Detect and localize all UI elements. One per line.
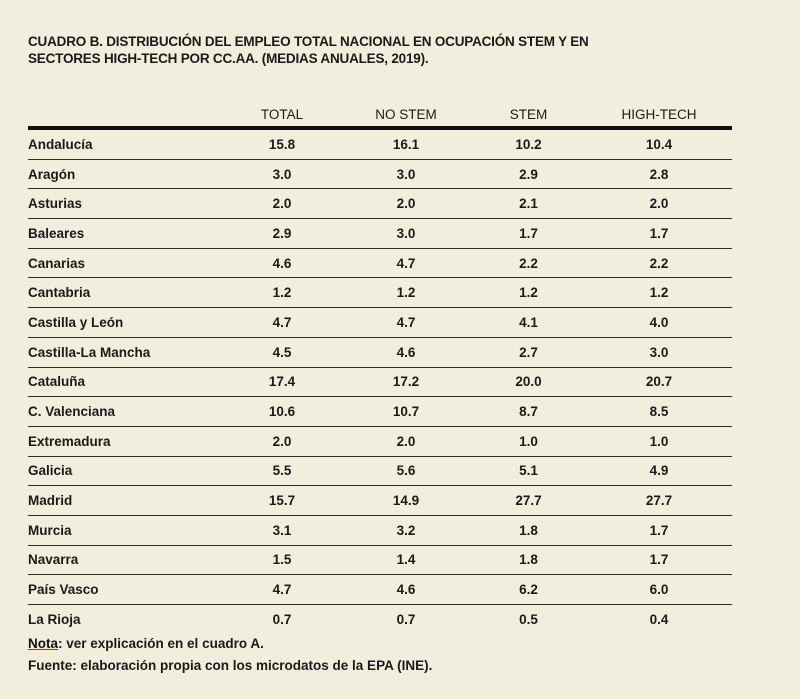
- note-line: [28, 633, 432, 655]
- cell-no-stem: 4.6: [341, 337, 471, 367]
- cell-high-tech: 4.9: [586, 456, 732, 486]
- cell-region: Aragón: [28, 159, 223, 189]
- cell-total: 4.7: [223, 575, 341, 605]
- cell-high-tech: 1.7: [586, 515, 732, 545]
- cell-stem: 1.0: [471, 426, 586, 456]
- cell-high-tech: 1.0: [586, 426, 732, 456]
- cell-stem: 10.2: [471, 128, 586, 159]
- cell-no-stem: 17.2: [341, 367, 471, 397]
- cell-no-stem: 3.0: [341, 219, 471, 249]
- table-row: [28, 426, 732, 456]
- cell-high-tech: 3.0: [586, 337, 732, 367]
- table-body: [28, 128, 732, 634]
- header-row: [28, 98, 732, 128]
- cell-region: Cantabria: [28, 278, 223, 308]
- cell-no-stem: 5.6: [341, 456, 471, 486]
- employment-table: [28, 98, 732, 634]
- header-high-tech: HIGH-TECH: [586, 98, 732, 128]
- cell-no-stem: 16.1: [341, 128, 471, 159]
- cell-high-tech: 2.0: [586, 189, 732, 219]
- cell-stem: 2.7: [471, 337, 586, 367]
- cell-high-tech: 4.0: [586, 308, 732, 338]
- cell-no-stem: 1.4: [341, 545, 471, 575]
- cell-stem: 1.7: [471, 219, 586, 249]
- cell-no-stem: 3.0: [341, 159, 471, 189]
- cell-region: La Rioja: [28, 611, 81, 627]
- cell-region: Galicia: [28, 456, 223, 486]
- cell-high-tech: 1.7: [586, 545, 732, 575]
- table-row: [28, 337, 732, 367]
- cell-total: 2.0: [223, 426, 341, 456]
- cell-high-tech: 27.7: [586, 486, 732, 516]
- cell-region: Canarias: [28, 248, 223, 278]
- cell-high-tech: 10.4: [586, 128, 732, 159]
- cell-region: Navarra: [28, 545, 223, 575]
- cell-stem: 2.9: [471, 159, 586, 189]
- table-row: [28, 575, 732, 605]
- cell-total: 15.8: [223, 128, 341, 159]
- cell-stem: 2.2: [471, 248, 586, 278]
- table-row: [28, 278, 732, 308]
- cell-high-tech: 1.2: [586, 278, 732, 308]
- cell-region: Cataluña: [28, 367, 223, 397]
- cell-stem: 1.8: [471, 515, 586, 545]
- nota-label: Nota: [28, 636, 58, 651]
- cell-total: 4.5: [223, 337, 341, 367]
- table-title: [28, 33, 748, 67]
- cell-no-stem: 1.2: [341, 278, 471, 308]
- cell-stem: 2.1: [471, 189, 586, 219]
- cell-stem: 1.2: [471, 278, 586, 308]
- table-row: [28, 219, 732, 249]
- cell-stem: 5.1: [471, 456, 586, 486]
- table-row: [28, 308, 732, 338]
- cell-total: 2.9: [223, 219, 341, 249]
- cell-no-stem: 0.7: [396, 611, 416, 627]
- cell-region: Murcia: [28, 515, 223, 545]
- cell-total: 3.0: [223, 159, 341, 189]
- cell-no-stem: 4.7: [341, 248, 471, 278]
- cell-no-stem: 4.7: [341, 308, 471, 338]
- cell-total: 4.6: [223, 248, 341, 278]
- cell-region: Madrid: [28, 486, 223, 516]
- table-row: [28, 515, 732, 545]
- cell-high-tech: 1.7: [586, 219, 732, 249]
- cell-region: Extremadura: [28, 426, 223, 456]
- table-row: [28, 159, 732, 189]
- cell-high-tech: 6.0: [586, 575, 732, 605]
- cell-region: Asturias: [28, 189, 223, 219]
- table-row: [28, 189, 732, 219]
- table-row: [28, 456, 732, 486]
- source-line: Fuente: elaboración propia con los microdatos de la EPA (INE).: [28, 658, 433, 673]
- title-line-2: SECTORES HIGH-TECH POR CC.AA. (MEDIAS ANUALES, 2019).: [28, 51, 429, 66]
- cell-high-tech: 0.4: [649, 611, 669, 627]
- cell-total: 1.5: [223, 545, 341, 575]
- cell-total: 1.2: [223, 278, 341, 308]
- cell-no-stem: 2.0: [341, 426, 471, 456]
- table-row: [28, 248, 732, 278]
- cell-high-tech: 2.8: [586, 159, 732, 189]
- header-stem: STEM: [471, 98, 586, 128]
- cell-total: 5.5: [223, 456, 341, 486]
- cell-total: 10.6: [223, 397, 341, 427]
- cell-stem: 20.0: [471, 367, 586, 397]
- table-row: [28, 486, 732, 516]
- table-row: [28, 605, 732, 634]
- cell-region: Castilla-La Mancha: [28, 337, 223, 367]
- cell-stem: 4.1: [471, 308, 586, 338]
- title-line-1: CUADRO B. DISTRIBUCIÓN DEL EMPLEO TOTAL NACIONAL EN OCUPACIÓN STEM Y EN: [28, 34, 589, 49]
- cell-stem: 27.7: [471, 486, 586, 516]
- cell-stem: 1.8: [471, 545, 586, 575]
- cell-no-stem: 2.0: [341, 189, 471, 219]
- cell-total: 3.1: [223, 515, 341, 545]
- table-row: [28, 545, 732, 575]
- cell-region: Baleares: [28, 219, 223, 249]
- cell-no-stem: 4.6: [341, 575, 471, 605]
- header-region: [28, 98, 223, 128]
- cell-region: C. Valenciana: [28, 397, 223, 427]
- cell-no-stem: 10.7: [341, 397, 471, 427]
- cell-no-stem: 3.2: [341, 515, 471, 545]
- cell-region: País Vasco: [28, 575, 223, 605]
- cell-stem: 6.2: [471, 575, 586, 605]
- cell-no-stem: 14.9: [341, 486, 471, 516]
- cell-total: 15.7: [223, 486, 341, 516]
- cell-high-tech: 8.5: [586, 397, 732, 427]
- header-no-stem: NO STEM: [341, 98, 471, 128]
- nota-text: : ver explicación en el cuadro A.: [58, 636, 264, 651]
- table-row: [28, 397, 732, 427]
- cell-total: 0.7: [272, 611, 292, 627]
- cell-region: Castilla y León: [28, 308, 223, 338]
- table-row: [28, 128, 732, 159]
- cell-high-tech: 20.7: [586, 367, 732, 397]
- cell-stem: 8.7: [471, 397, 586, 427]
- cell-region: Andalucía: [28, 128, 223, 159]
- table-row: [28, 367, 732, 397]
- header-total: TOTAL: [223, 98, 341, 128]
- cell-stem: 0.5: [519, 611, 538, 627]
- cell-total: 17.4: [223, 367, 341, 397]
- cell-high-tech: 2.2: [586, 248, 732, 278]
- cell-total: 4.7: [223, 308, 341, 338]
- cell-total: 2.0: [223, 189, 341, 219]
- footnotes: [28, 633, 432, 677]
